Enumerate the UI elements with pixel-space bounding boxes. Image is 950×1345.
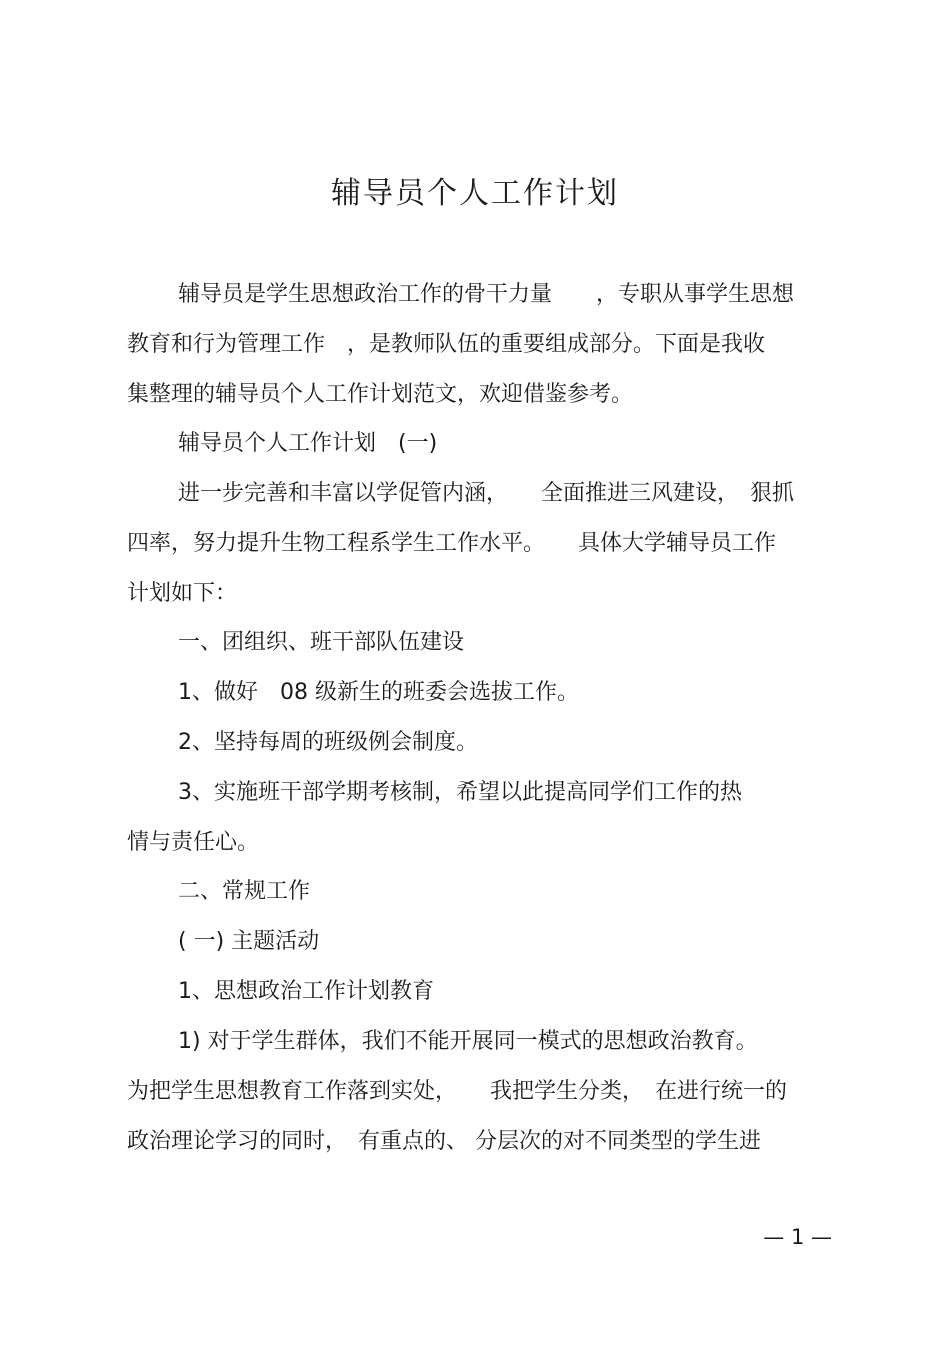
paragraph-line: 集整理的辅导员个人工作计划范文，欢迎借鉴参考。 <box>127 382 634 407</box>
paragraph-line: 计划如下： <box>127 581 238 606</box>
document-title: 辅导员个人工作计划 <box>331 176 619 211</box>
list-item: 3、实施班干部学期考核制，希望以此提高同学们工作的热 <box>178 780 742 805</box>
list-item-continuation: 情与责任心。 <box>127 830 260 855</box>
subsection-heading: ( 一) 主题活动 <box>178 929 320 954</box>
list-item: 1、做好 08 级新生的班委会选拔工作。 <box>178 680 579 705</box>
page-number: — 1 — <box>763 1225 832 1249</box>
paragraph-line: 政治理论学习的同时， 有重点的、 分层次的对不同类型的学生进 <box>127 1129 761 1154</box>
paragraph-line: 辅导员是学生思想政治工作的骨干力量 ，专职从事学生思想 <box>178 282 795 307</box>
section-heading: 二、常规工作 <box>178 879 311 904</box>
list-item: 1) 对于学生群体，我们不能开展同一模式的思想政治教育。 <box>178 1029 758 1054</box>
list-item: 2、坚持每周的班级例会制度。 <box>178 730 478 755</box>
paragraph-line: 教育和行为管理工作 ，是教师队伍的重要组成部分。下面是我收 <box>127 332 766 357</box>
list-item: 1、思想政治工作计划教育 <box>178 979 434 1004</box>
section-heading: 一、团组织、班干部队伍建设 <box>178 630 465 655</box>
paragraph-line: 为把学生思想教育工作落到实处， 我把学生分类， 在进行统一的 <box>127 1079 788 1104</box>
paragraph-line: 四率，努力提升生物工程系学生工作水平。 具体大学辅导员工作 <box>127 531 777 556</box>
section-heading: 辅导员个人工作计划 (一) <box>178 431 438 456</box>
paragraph-line: 进一步完善和丰富以学促管内涵， 全面推进三风建设， 狠抓 <box>178 481 795 506</box>
